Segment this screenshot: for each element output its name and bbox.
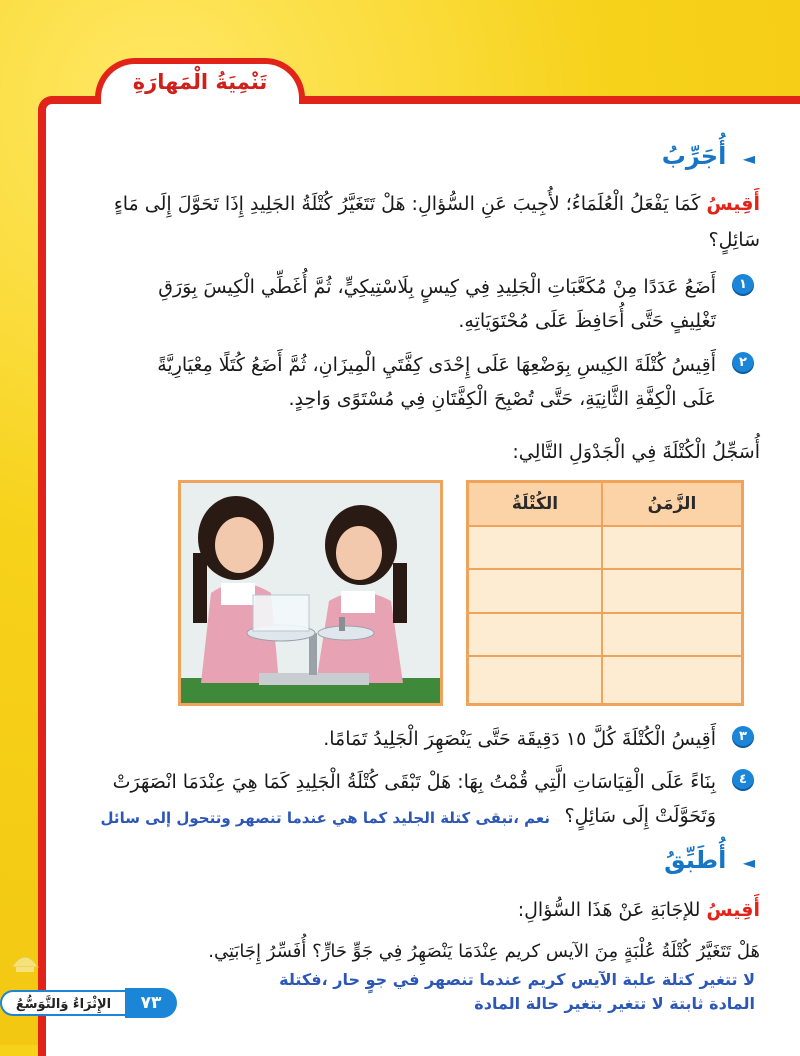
apply-question-text: هَلْ تَتَغَيَّرُ كُتْلَةُ عُلْبَةٍ مِنَ الآيس كريم عِنْدَمَا يَنْصَهِرُ فِي جَوٍّ حَارٍّ؟ أُفَسِّرُ إِجَابَتِي. <box>208 941 760 962</box>
mass-cell[interactable] <box>468 613 602 656</box>
time-cell[interactable] <box>602 569 743 612</box>
step-2-line1: أَقِيسُ كُتْلَةَ الكِيسِ بِوَضْعِهَا عَلَى إِحْدَى كِفَّتَيِ الْمِيزَانِ، ثُمَّ أَضَعُ كُتَلًا مِعْيَارِيَّةً <box>157 354 716 376</box>
step-4-line1: بِنَاءً عَلَى الْقِيَاسَاتِ الَّتِي قُمْتُ بِهَا: هَلْ تَبْقَى كُتْلَةُ الْجَلِيدِ كَمَا هِيَ عِنْدَمَا انْصَهَرَتْ <box>112 771 716 793</box>
step-number-badge: ١ <box>732 274 754 296</box>
step-3-text: أَقِيسُ الْكُتْلَةَ كُلَّ ١٥ دَقِيقَة حَتَّى يَنْصَهِرَ الْجَلِيدُ تَمَامًا. <box>323 728 716 750</box>
table-header-row <box>468 482 743 527</box>
table-row <box>468 526 743 569</box>
intro-line2: سَائِلٍ؟ <box>708 229 760 251</box>
apply-heading-text: أُطَبِّقُ <box>664 846 727 874</box>
time-cell[interactable] <box>602 656 743 705</box>
time-cell[interactable] <box>602 526 743 569</box>
apply-answer-line2: المادة ثابتة لا تتغير بتغير حالة المادة <box>474 994 755 1013</box>
table-row <box>468 569 743 612</box>
step-1-line1: أَضَعُ عَدَدًا مِنْ مُكَعَّبَاتِ الْجَلِيدِ فِي كِيسٍ بِلَاسْتِيكِيٍّ، ثُمَّ أُغَطِّي الْكِيسَ بِوَرَقِ <box>158 276 716 298</box>
record-text: أُسَجِّلُ الْكُتْلَةَ فِي الْجَدْوَلِ التَّالِي: <box>512 441 760 463</box>
step-3 <box>80 722 760 756</box>
apply-intro-text: للإجَابَةِ عَنْ هَذَا السُّؤالِ: <box>517 899 701 921</box>
triangle-bullet-icon: ◄ <box>742 149 755 168</box>
mass-cell[interactable] <box>468 569 602 612</box>
section-tab <box>95 58 305 104</box>
triangle-bullet-icon: ◄ <box>742 853 755 872</box>
mass-cell[interactable] <box>468 526 602 569</box>
step-2-line2: عَلَى الْكِفَّةِ الثَّانِيَةِ، حَتَّى تُصْبِحَ الْكِفَّتَانِ فِي مُسْتَوًى وَاحِدٍ. <box>288 388 716 410</box>
mass-cell[interactable] <box>468 656 602 705</box>
step-number-badge: ٤ <box>732 769 754 791</box>
apply-heading <box>664 846 755 874</box>
apply-answer-line1: لا تتغير كتلة علبة الآيس كريم عندما تنصهر في جوٍ حار ،فكتلة <box>279 970 755 989</box>
girls-with-scale-photo <box>178 480 443 706</box>
step-4-answer: نعم ،تبقى كتلة الجليد كما هي عندما تنصهر وتتحول إلى سائل <box>100 809 550 827</box>
tab-title: تَنْمِيَةُ الْمَهارَةِ <box>132 70 268 94</box>
step-1-line2: تَغْلِيفٍ حَتَّى أُحَافِظَ عَلَى مُحْتَوَيَاتِهِ. <box>458 310 716 332</box>
step-2 <box>80 348 760 416</box>
apply-question <box>80 934 760 970</box>
apply-answer <box>185 968 755 1016</box>
apply-keyword: أَقِيسُ <box>706 899 760 921</box>
step-number-badge: ٣ <box>732 726 754 748</box>
step-4-line2: وَتَحَوَّلَتْ إِلَى سَائِلٍ؟ <box>564 805 716 827</box>
try-heading <box>662 142 755 170</box>
intro-keyword: أَقِيسُ <box>706 193 760 215</box>
footer-section-label: الإِثْرَاءُ وَالتَّوَسُّعُ <box>0 990 125 1016</box>
try-intro <box>80 186 760 258</box>
decorative-ornament-icon <box>8 945 42 975</box>
col-mass-header: الكُتْلَةُ <box>468 482 602 527</box>
step-number-badge: ٢ <box>732 352 754 374</box>
table-row <box>468 656 743 705</box>
photo-illustration <box>181 483 440 703</box>
try-heading-text: أُجَرِّبُ <box>661 142 727 170</box>
record-instruction <box>80 434 760 470</box>
step-1 <box>80 270 760 338</box>
page-number: ٧٣ <box>125 988 177 1018</box>
intro-line1: كَمَا يَفْعَلُ الْعُلَمَاءُ؛ لأُجِيبَ عَنِ السُّؤالِ: هَلْ تَتَغَيَّرُ كُتْلَةُ الجَلِيدِ إِذَا تَحَوَّلَ إِلَى مَاءٍ <box>113 193 701 215</box>
apply-intro <box>80 892 760 928</box>
mass-record-table <box>466 480 744 706</box>
table-row <box>468 613 743 656</box>
time-cell[interactable] <box>602 613 743 656</box>
col-time-header: الزَّمَنُ <box>602 482 743 527</box>
